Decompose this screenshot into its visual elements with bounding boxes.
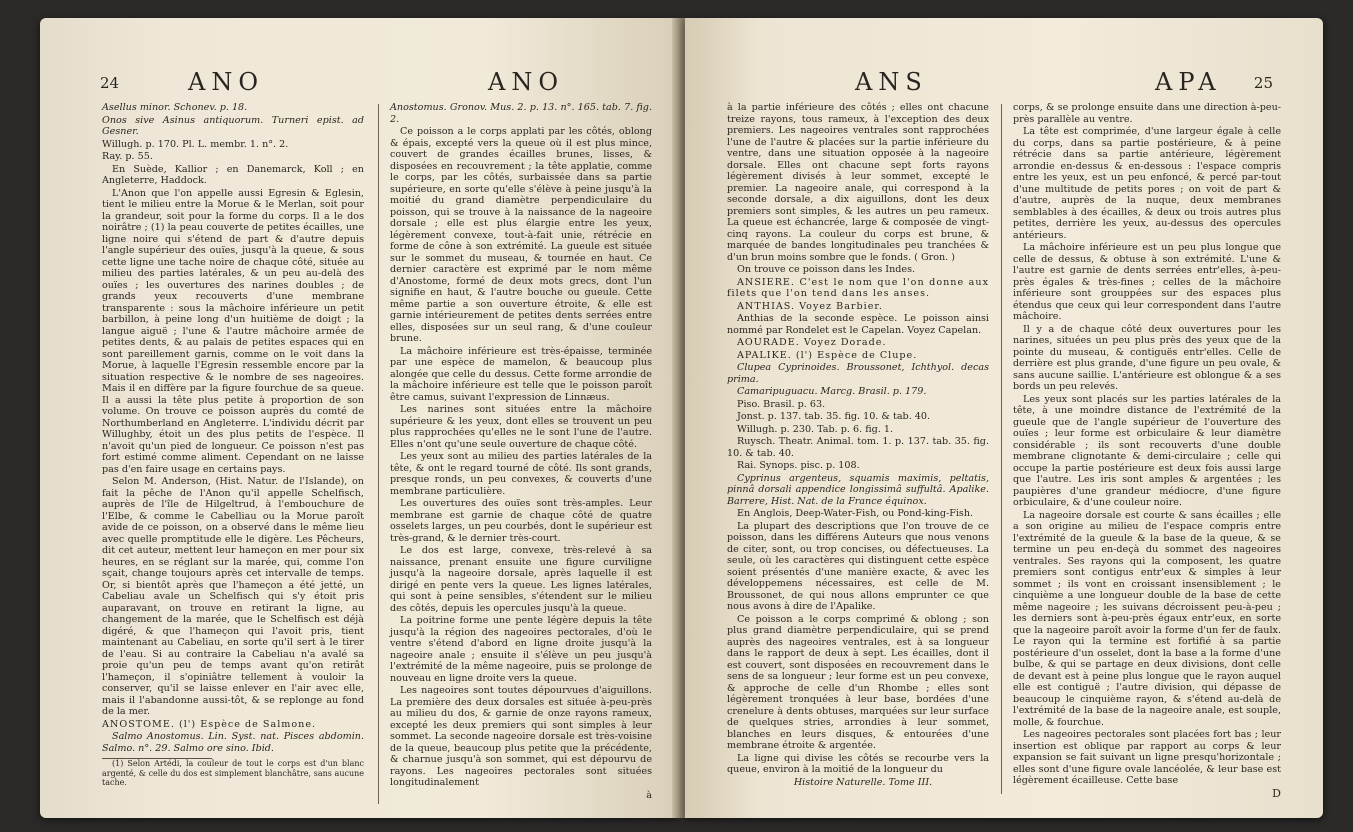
reference-line: Anostomus. Gronov. Mus. 2. p. 13. n°. 165. tab. 7. fig. 2. [390, 102, 652, 125]
body-paragraph: La mâchoire inférieure est un peu plus longue que celle de dessus, & obtuse à son extrémité. L'une & l'autre est garnie de dents serrées entr'elles, à-peu-près égales & très-fines ; celles de la mâchoire inférieure sont grouppées sur des espaces plus étendus que ceux qui leur correspondent dans l'autre mâchoire. [1013, 242, 1281, 322]
body-paragraph: La nageoire dorsale est courte & sans écailles ; elle a son origine au milieu de l'espace compris entre l'extrémité de la gueule & la base de la queue, & se termine un peu en-deçà du sommet des nageoires ventrales. Ses rayons qui la composent, les quatre premiers sont contigus entr'eux & simples à leur sommet ; ils vont en croissant insensiblement ; le cinquième a une longueur double de la base de cette même nageoire ; les suivans décroissent peu-à-peu ; les derniers sont à-peu-près égaux entr'eux, en sorte que la nageoire paroît avoir la forme d'un fer de faulx. Le rayon qui la termine est fortifié à sa partie postérieure d'un osselet, dont la base a la forme d'une bulbe, & qui se partage en deux divisions, dont celle de devant est à peine plus longue que le rayon auquel elle est contiguë ; l'autre division, qui dépasse de beaucoup le cinquième rayon, & s'étend au-delà de l'extrémité de la base de la nageoire anale, est souple, molle, & fourchue. [1013, 509, 1281, 728]
body-paragraph: On trouve ce poisson dans les Indes. [737, 264, 916, 275]
body-paragraph: La ligne qui divise les côtés se recourbe vers la queue, environ à la moitié de la longueur du [727, 752, 989, 775]
body-paragraph: Les yeux sont placés sur les parties latérales de la tête, à une moindre distance de l'extrémité de la gueule que de l'angle supérieur de l'ouverture des ouïes ; leur forme est orbiculaire & leur diamètre considérable ; ils sont recouverts d'une double membrane clignotante & demi-circulaire ; celle qui occupe la partie postérieure est deux fois aussi large que l'autre. Les iris sont amples & argentées ; les paupières d'une grandeur médiocre, d'une figure orbiculaire, & d'une couleur noire. [1013, 393, 1281, 508]
right-page-header [725, 68, 1273, 102]
reference-line: Willugh. p. 230. Tab. p. 6. fig. 1. [737, 423, 893, 435]
synonym-line: Asellus minor. Schonev. p. 18. [102, 102, 248, 113]
open-book [40, 18, 1323, 818]
signature-mark: D [1272, 786, 1281, 800]
body-paragraph: Il y a de chaque côté deux ouvertures pour les narines, situées un peu plus près des yeux que de la pointe du museau, & contiguës entr'elles. Celle de derrière est plus grande, d'une figure un peu ovale, & sans aucune saillie. L'antérieure est oblongue & a ses bords un peu relevés. [1013, 323, 1281, 392]
catchword: à [646, 789, 652, 801]
synonym-line: Clupea Cyprinoides. Broussonet, Ichthyol. decas prima. [727, 362, 989, 385]
body-paragraph: à la partie inférieure des côtés ; elles ont chacune treize rayons, tous rameux, à l'exception des deux premiers. Les nageoires ventrales sont rapprochées l'une de l'autre & placées sur la partie inférieure du ventre, dans une situation opposée à la nageoire dorsale. Elles ont chacune sept forts rayons légèrement divisés à leur sommet, excepté le premier. La nageoire anale, qui correspond à la seconde dorsale, a dix aiguillons, dont les deux premiers sont simples, & les autres un peu rameux. La queue est échancrée, large & composée de vingt-cinq rayons. La couleur du corps est brune, & marquée de bandes longitudinales peu tranchées & d'un brun moins sombre que le fonds. ( Gron. ) [727, 102, 989, 263]
entry-heading: AOURADE. Voyez Dorade. [737, 337, 887, 348]
vernacular-names: En Suède, Kallior ; en Danemarck, Koll ; en Angleterre, Haddock. [102, 163, 364, 186]
body-paragraph: Les nageoires pectorales sont placées fort bas ; leur insertion est oblique par rapport au corps & leur expansion se fait suivant un ligne presqu'horizontale ; elles sont d'une figure ovale lancéolée, & leur base est légèrement écailleuse. Cette base [1013, 729, 1281, 786]
reference-line: Willugh. p. 170. Pl. L. membr. 1. n°. 2. [102, 138, 289, 150]
synonym-line: Salmo Anostomus. Lin. Syst. nat. Pisces abdomin. Salmo. n°. 29. Salmo ore sino. Ibid. [102, 731, 364, 754]
page-number: 24 [100, 74, 120, 92]
running-head: APA [1155, 68, 1222, 96]
running-head: ANS [855, 68, 928, 96]
reference-line: Ray. p. 55. [102, 151, 153, 162]
left-page [40, 18, 678, 818]
vernacular-names: En Anglois, Deep-Water-Fish, ou Pond-king-Fish. [737, 508, 974, 519]
body-paragraph: Selon M. Anderson, (Hist. Natur. de l'Islande), on fait la pêche de l'Anon qu'il appelle Schelfisch, auprès de l'île de Hilgeltrud, à l'embouchure de l'Elbe, & comme le Cabelliau ou la Morue paroît avide de ce poisson, on a observé dans le même lieu avec quelle promptitude elle le digère. Les Pêcheurs, dit cet auteur, mettent leur hameçon en mer pour six heures, en se réglant sur la marée, qui, comme l'on sçait, change toujours après cet intervalle de temps. Or, si bientôt après que l'hameçon a été jetté, un Cabeliau avale un Schelfisch qui s'y étoit pris auparavant, on trouve en retirant la ligne, au changement de la marée, que le Schelfisch est déjà digéré, & que l'hameçon qui l'avoit pris, tient maintenant au Cabeliau, en sorte qu'il sert à le tirer de l'eau. Si au contraire la Cabeliau n'a avalé sa proie qu'un peu de temps avant qu'on retirât l'hameçon, il s'opiniâtre tellement à vouloir la conserver, qu'il se laisse enlever en l'air avec elle, mais il l'abandonne aussi-tôt, & se replonge au fond de la mer. [102, 476, 364, 717]
reference-line: Ruysch. Theatr. Animal. tom. 1. p. 137. tab. 35. fig. 10. & tab. 40. [727, 436, 989, 459]
body-paragraph: Les yeux sont au milieu des parties latérales de la tête, & ont le regard tourné de côté. Ils sont grands, presque ronds, un peu convexes, & couverts d'une membrane particulière. [390, 451, 652, 497]
reference-line: Camaripuguacu. Marcg. Brasil. p. 179. [737, 386, 927, 397]
body-paragraph: La plupart des descriptions que l'on trouve de ce poisson, dans les différens Auteurs que nous venons de citer, sont, ou trop concises, ou défectueuses. La seule, où les caractères qui distinguent cette espèce soient présentés d'une manière exacte, & avec les développemens nécessaires, est celle de M. Broussonet, de qui nous allons emprunter ce que nous avons à dire de l'Apalike. [727, 520, 989, 612]
left-page-column-1 [102, 102, 364, 789]
body-paragraph: Anthias de la seconde espèce. Le poisson ainsi nommé par Rondelet est le Capelan. Voyez Capelan. [727, 313, 989, 336]
reference-line: Rai. Synops. pisc. p. 108. [737, 460, 860, 471]
running-head: ANO [488, 68, 565, 96]
body-paragraph: Ce poisson a le corps comprimé & oblong ; son plus grand diamètre perpendiculaire, qui se prend auprès des nageoires ventrales, est à sa longueur dans le rapport de deux à sept. Les écailles, dont il est couvert, sont disposées en recouvrement dans le sens de sa longueur ; leur forme est un peu convexe, & approche de celle d'un Rhombe ; elles sont légèrement tronquées à leur base, bordées d'une crenelure à dents obtuses, marquées sur leur surface de quelques stries, arrondies à leur sommet, blanches en leurs disques, & entourées d'une membrane étroite & argentée. [727, 613, 989, 751]
column-divider [378, 104, 379, 804]
synonym-line: Cyprinus argenteus, squamis maximis, peltatis, pinnâ dorsali appendice longissimâ suffultâ. Apalike. Barrere, Hist. Nat. de la France équinox. [727, 472, 989, 507]
signature-line: Histoire Naturelle. Tome III. [793, 776, 933, 788]
running-head: ANO [188, 68, 265, 96]
entry-heading: ANTHIAS. Voyez Barbier. [737, 300, 883, 312]
reference-line: Jonst. p. 137. tab. 35. fig. 10. & tab. 40. [737, 411, 931, 422]
reference-line: Piso. Brasil. p. 63. [737, 398, 826, 410]
body-paragraph: La poitrine forme une pente légère depuis la tête jusqu'à la région des nageoires pectorales, d'où le ventre s'étend d'abord en ligne droite jusqu'à la nageoire anale ; ensuite il s'élève un peu jusqu'à l'extrémité de la même nageoire, puis se prolonge de nouveau en ligne droite vers la queue. [390, 615, 652, 684]
body-paragraph: Le dos est large, convexe, très-relevé à sa naissance, prenant ensuite une figure curviligne jusqu'à la nageoire dorsale, après laquelle il est dirigé en pente vers la queue. Les lignes latérales, qui sont à peine sensibles, s'étendent sur le milieu des côtés, depuis les opercules jusqu'à la queue. [390, 545, 652, 614]
synonym-line: Onos sive Asinus antiquorum. Turneri epist. ad Gesner. [102, 114, 364, 137]
page-number: 25 [1253, 74, 1273, 92]
body-paragraph: La mâchoire inférieure est très-épaisse, terminée par une espèce de mamelon, & beaucoup plus alongée que celle du dessus. Cette forme arrondie de la mâchoire inférieure est telle que le poisson paroît être camus, suivant l'expression de Linnæus. [390, 345, 652, 403]
left-page-header [100, 68, 638, 102]
body-paragraph: L'Anon que l'on appelle aussi Egresin & Eglesin, tient le milieu entre la Morue & le Merlan, soit pour la grandeur, soit pour la forme du corps. Il a le dos noirâtre ; (1) la peau couverte de petites écailles, une ligne noire qui s'étend de part & d'autre depuis l'angle supérieur des ouïes, jusqu'à la queue, & sous cette ligne une tache noire de chaque côté, située au milieu des parties latérales, & un peu au-delà des ouïes ; les ouvertures des narines doubles ; de grands yeux recouverts d'une membrane transparente : sous la mâchoire inférieure un petit barbillon, à peine long d'un huitième de doigt ; la langue aiguë ; l'une & l'autre mâchoire armée de petites dents, & au palais de petites espaces qui en sont pareillement garnis, comme on le voit dans la Morue, à laquelle l'Egresin ressemble encore par la situation respective & le nombre de ses nageoires. Mais il en diffère par la figure fourchue de sa queue. Il a aussi la tête plus petite à proportion de son volume. On trouve ce poisson auprès du comté de Northumberland en Angleterre. L'individu décrit par Willughby, étoit un des plus petits de l'espèce. Il n'avoit qu'un pied de longueur. Ce poisson n'est pas fort estimé comme aliment. Cependant on ne laisse pas d'en faire usage en certains pays. [102, 187, 364, 475]
body-paragraph: Les nageoires sont toutes dépourvues d'aiguillons. La première des deux dorsales est située à-peu-près au milieu du dos, & garnie de onze rayons rameux, excepté les deux premiers qui sont simples à leur sommet. La seconde nageoire dorsale est très-voisine de la queue, beaucoup plus petite que la précédente, & charnue jusqu'à son sommet, qui est dépourvu de rayons. Les nageoires pectorales sont situées longitudinalement [390, 685, 652, 788]
body-paragraph: Les ouvertures des ouïes sont très-amples. Leur membrane est garnie de chaque côté de quatre osselets larges, un peu courbés, dont le supérieur est très-grand, & le dernier très-court. [390, 498, 652, 544]
footnote: (1) Selon Artédi, la couleur de tout le corps est d'un blanc argenté, & celle du dos est simplement blanchâtre, sans aucune tache. [102, 759, 364, 788]
body-paragraph: Les narines sont situées entre la mâchoire supérieure & les yeux, dont elles se trouvent un peu plus rapprochées qu'elles ne le sont l'une de l'autre. Elles n'ont qu'une seule ouverture de chaque côté. [390, 404, 652, 450]
left-page-column-2 [390, 102, 652, 801]
column-divider [1001, 104, 1002, 794]
right-page-column-2 [1013, 102, 1281, 799]
entry-heading: APALIKE. (l') Espèce de Clupe. [737, 349, 918, 361]
entry-heading: ANSIERE. C'est le nom que l'on donne aux filets que l'on tend dans les anses. [727, 276, 989, 299]
body-paragraph: La tête est comprimée, d'une largeur égale à celle du corps, dans sa partie postérieure, & à peine rétrécie dans sa partie antérieure, légèrement arrondie en-dessus & en-dessous : l'espace compris entre les yeux, est un peu enfoncé, & percé par-tout d'une multitude de petits pores ; on voit de part & d'autre, auprès de la nuque, deux membranes semblables à des écailles, & deux ou trois autres plus petites, derrière les yeux, au-dessus des opercules antérieurs. [1013, 126, 1281, 241]
body-paragraph: Ce poisson a le corps applati par les côtés, oblong & épais, excepté vers la queue où il est plus mince, couvert de grandes écailles brunes, lisses, & disposées en recouvrement ; la tête applatie, comme le corps, par les côtés, surbaissée dans sa partie supérieure, en sorte qu'elle s'élève à peine jusqu'à la moitié du grand diamètre perpendiculaire du poisson, qui se trouve à la naissance de la nageoire dorsale ; elle est plus élargie entre les yeux, légèrement convexe, tout-à-fait unie, rétrécie en forme de cône à son extrémité. La gueule est située sur le sommet du museau, & tournée en haut. Ce dernier caractère est exprimé par le nom même d'Anostome, formé de deux mots grecs, dont l'un signifie en haut, & l'autre bouche ou gueule. Cette même partie a son ouverture étroite, & elle est garnie intérieurement de petites dents serrées entre elles, disposées sur un seul rang, & d'une couleur brune. [390, 126, 652, 344]
right-page-column-1 [727, 102, 989, 789]
body-paragraph: corps, & se prolonge ensuite dans une direction à-peu-près parallèle au ventre. [1013, 102, 1281, 125]
right-page [685, 18, 1323, 818]
entry-heading: ANOSTOME. (l') Espèce de Salmone. [102, 718, 317, 730]
